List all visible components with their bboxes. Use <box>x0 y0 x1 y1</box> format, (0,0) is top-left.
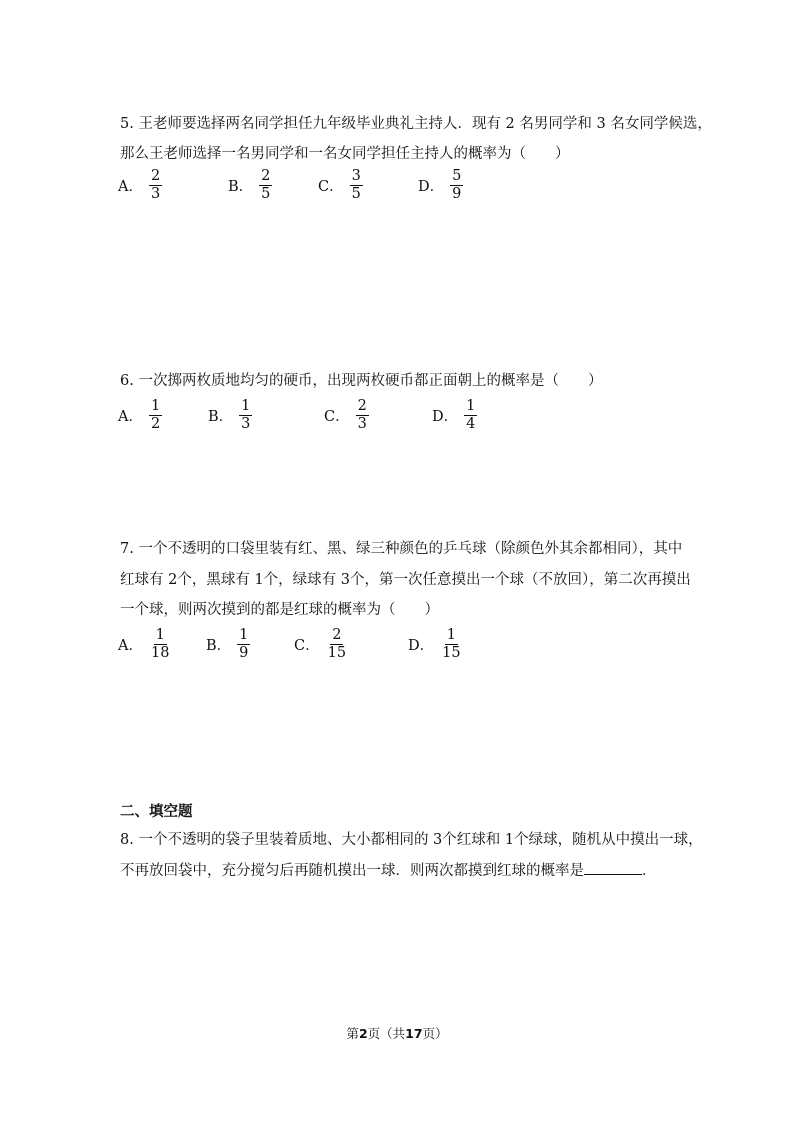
numerator: 5 <box>452 168 462 184</box>
numerator: 1 <box>241 398 251 414</box>
q5-line-1: 5. 王老师要选择两名同学担任九年级毕业典礼主持人．现有 2 名男同学和 3 名女同学候选， <box>120 116 712 132</box>
q5-line-2: 那么王老师选择一名男同学和一名女同学担任主持人的概率为（ ） <box>120 146 570 162</box>
denominator: 15 <box>442 645 461 661</box>
footer-total-pages: 17 <box>405 1026 423 1041</box>
numerator: 2 <box>261 168 271 184</box>
denominator: 9 <box>452 186 462 202</box>
fraction <box>440 627 462 662</box>
option-label: B． <box>208 409 234 425</box>
denominator: 18 <box>150 645 170 661</box>
fraction <box>259 168 272 203</box>
option-label: D． <box>418 179 445 195</box>
numerator: 3 <box>351 168 361 184</box>
q8-line-2-end: ． <box>642 863 657 879</box>
q7-line-2: 红球有 2个，黑球有 1个，绿球有 3个，第一次任意摸出一个球（不放回），第二次再摸出 <box>120 572 691 588</box>
fraction <box>149 168 162 203</box>
denominator: 3 <box>150 186 161 202</box>
numerator: 1 <box>150 398 161 414</box>
q7-option-a <box>118 627 171 662</box>
q7-option-d <box>408 627 463 662</box>
denominator: 5 <box>351 186 361 202</box>
option-label: B． <box>206 638 232 654</box>
q8-line-1: 8. 一个不透明的袋子里装着质地、大小都相同的 3个红球和 1个绿球，随机从中摸出一球， <box>120 832 703 848</box>
fraction <box>326 627 348 662</box>
fraction <box>149 627 171 662</box>
denominator: 3 <box>241 416 251 432</box>
footer-mid: 页（共 <box>367 1026 406 1041</box>
section-heading: 二、填空题 <box>120 804 193 820</box>
denominator: 5 <box>261 186 271 202</box>
q8-line-2-text: 不再放回袋中，充分搅匀后再随机摸出一球．则两次都摸到红球的概率是 <box>120 863 584 879</box>
fraction <box>237 627 250 662</box>
answer-blank[interactable] <box>584 860 642 875</box>
footer-page-number: 2 <box>358 1026 368 1041</box>
numerator: 1 <box>239 627 249 643</box>
fraction <box>356 398 369 433</box>
fraction <box>464 398 477 433</box>
q5-option-b <box>228 168 272 203</box>
q6-line-1: 6. 一次掷两枚质地均匀的硬币，出现两枚硬币都正面朝上的概率是（ ） <box>120 373 603 389</box>
q7-line-3: 一个球，则两次摸到的都是红球的概率为（ ） <box>120 602 439 618</box>
option-label: C． <box>324 409 350 425</box>
denominator: 4 <box>466 416 476 432</box>
q5-option-a <box>118 168 162 203</box>
numerator: 2 <box>150 168 161 184</box>
option-label: A． <box>118 409 143 425</box>
option-label: D． <box>432 409 459 425</box>
option-label: C． <box>294 638 320 654</box>
numerator: 2 <box>332 627 342 643</box>
q5-option-d <box>418 168 463 203</box>
numerator: 1 <box>466 398 476 414</box>
numerator: 1 <box>446 627 456 643</box>
fraction <box>239 398 252 433</box>
denominator: 15 <box>327 645 347 661</box>
fraction <box>149 398 162 433</box>
q6-option-a <box>118 398 162 433</box>
numerator: 2 <box>357 398 367 414</box>
denominator: 2 <box>150 416 161 432</box>
q8-line-2 <box>120 860 657 881</box>
q7-option-c <box>294 627 348 662</box>
q7-option-b <box>206 627 250 662</box>
page-footer <box>0 1024 794 1042</box>
q6-option-c <box>324 398 369 433</box>
option-label: B． <box>228 179 254 195</box>
option-label: A． <box>118 638 143 654</box>
fraction <box>450 168 463 203</box>
footer-suffix: 页） <box>422 1026 448 1041</box>
option-label: A． <box>118 179 143 195</box>
option-label: C． <box>318 179 344 195</box>
option-label: D． <box>408 638 435 654</box>
q7-line-1: 7. 一个不透明的口袋里装有红、黑、绿三种颜色的乒乓球（除颜色外其余都相同），其中 <box>120 541 683 557</box>
footer-prefix: 第 <box>346 1026 359 1041</box>
fraction <box>350 168 363 203</box>
denominator: 9 <box>239 645 249 661</box>
q5-option-c <box>318 168 363 203</box>
numerator: 1 <box>155 627 165 643</box>
denominator: 3 <box>357 416 367 432</box>
q6-option-b <box>208 398 252 433</box>
q6-option-d <box>432 398 477 433</box>
